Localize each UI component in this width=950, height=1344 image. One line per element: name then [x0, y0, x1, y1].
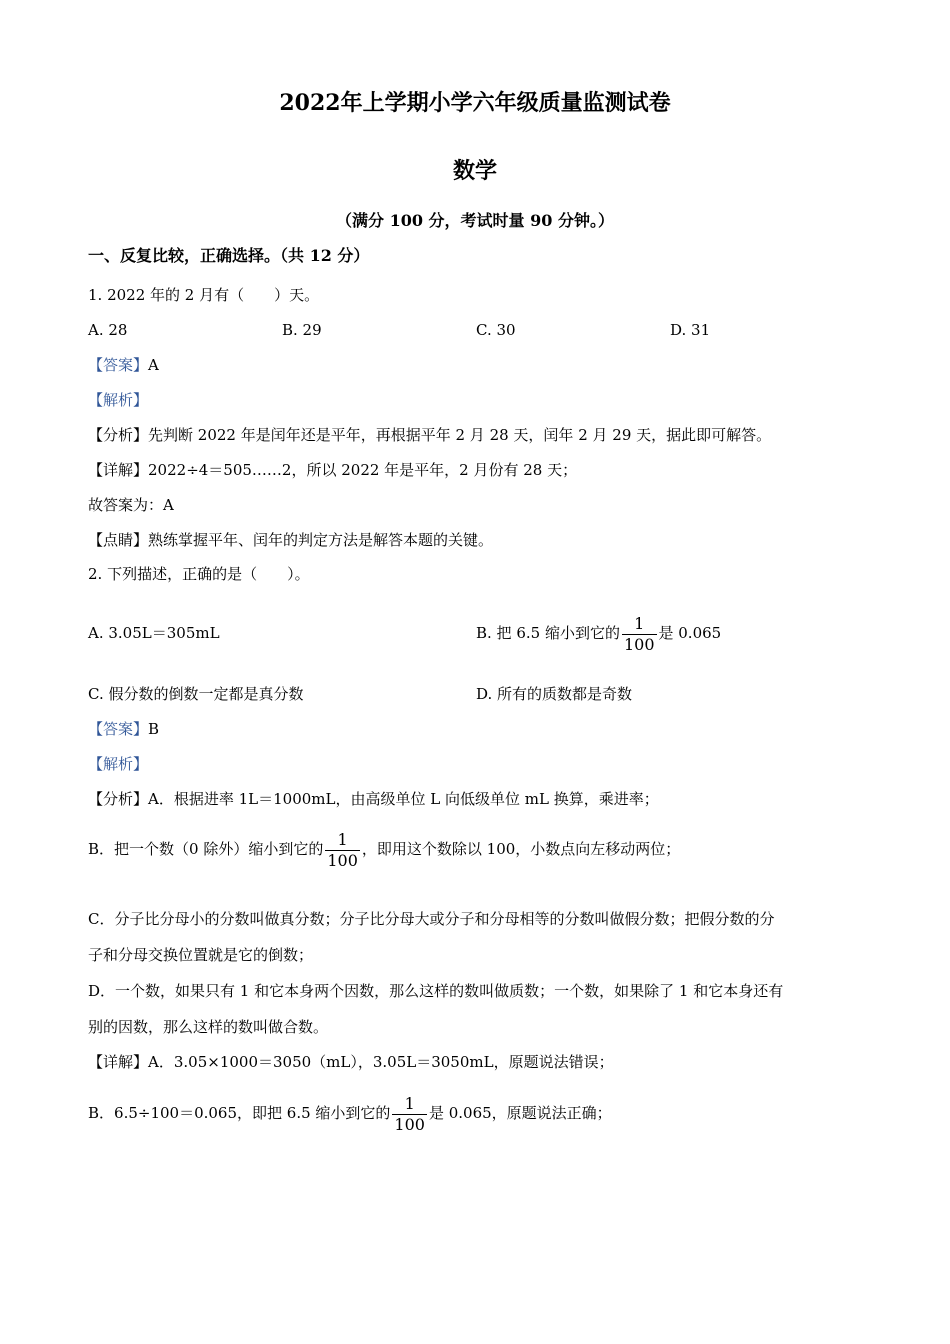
- q2-xiangjie-b: [88, 1084, 612, 1142]
- q2-option-c: C. 假分数的倒数一定都是真分数: [88, 685, 304, 703]
- question-1-stem: 1. 2022 年的 2 月有（ ）天。: [88, 286, 320, 304]
- q2-fenxi-d-line1: D．一个数，如果只有 1 和它本身两个因数，那么这样的数叫做质数；一个数，如果除了 1 和它本身还有: [88, 982, 784, 1000]
- xiangjie-text: 2022÷4＝505……2，所以 2022 年是平年，2 月份有 28 天；: [148, 461, 578, 479]
- q2-xiangjie-a: [88, 1052, 614, 1072]
- q2-answer: [88, 719, 159, 739]
- dianjing-text: 熟练掌握平年、闰年的判定方法是解答本题的关键。: [148, 531, 494, 549]
- fraction-one-hundredth: [392, 1094, 427, 1135]
- question-2-stem: 2. 下列描述，正确的是（ ）。: [88, 565, 310, 583]
- answer-value: B: [148, 720, 160, 738]
- xiangjie-tag: 【详解】: [88, 461, 149, 479]
- fenxi-a-text: A．根据进率 1L＝1000mL，由高级单位 L 向低级单位 mL 换算，乘进率；: [148, 790, 659, 808]
- q2-option-b-pre: B. 把 6.5 缩小到它的: [476, 624, 620, 642]
- xiangjie-b-post: 是 0.065，原题说法正确；: [428, 1104, 612, 1122]
- q2-option-b: [476, 604, 721, 662]
- xiangjie-a-text: A．3.05×1000＝3050（mL），3.05L＝3050mL，原题说法错误；: [148, 1053, 614, 1071]
- fenxi-tag: 【分析】: [88, 426, 149, 444]
- q2-fenxi-c-line2: 子和分母交换位置就是它的倒数；: [88, 946, 314, 964]
- q1-dianjing: [88, 530, 493, 550]
- q1-option-c: C. 30: [476, 321, 516, 339]
- q2-fenxi-d-line2: 别的因数，那么这样的数叫做合数。: [88, 1018, 329, 1036]
- q2-fenxi-c-line1: C．分子比分母小的分数叫做真分数；分子比分母大或分子和分母相等的分数叫做假分数；把假分数的分: [88, 910, 775, 928]
- fenxi-text: 先判断 2022 年是闰年还是平年，再根据平年 2 月 28 天，闰年 2 月 29 天，据此即可解答。: [148, 426, 772, 444]
- q2-fenxi-b: [88, 820, 680, 878]
- xiangjie-b-pre: B．6.5÷100＝0.065，即把 6.5 缩小到它的: [88, 1104, 391, 1122]
- section-heading: 一、反复比较，正确选择。（共 12 分）: [88, 246, 370, 265]
- answer-tag: 【答案】: [88, 356, 149, 374]
- fenxi-b-pre: B．把一个数（0 除外）缩小到它的: [88, 840, 324, 858]
- q1-xiangjie: [88, 460, 577, 480]
- fraction-one-hundredth: [325, 830, 360, 871]
- q2-option-a: A. 3.05L＝305mL: [88, 624, 220, 642]
- exam-title: 2022年上学期小学六年级质量监测试卷: [279, 90, 671, 116]
- fraction-one-hundredth: [622, 614, 657, 655]
- dianjing-tag: 【点睛】: [88, 531, 149, 549]
- q1-fenxi: [88, 425, 771, 445]
- q1-option-d: D. 31: [670, 321, 711, 339]
- q2-analysis-tag: 【解析】: [88, 755, 149, 773]
- fenxi-tag: 【分析】: [88, 790, 149, 808]
- q1-answer: [88, 355, 159, 375]
- q1-option-a: A. 28: [88, 321, 128, 339]
- fraction-numerator: 1: [392, 1094, 427, 1115]
- fraction-numerator: 1: [325, 830, 360, 851]
- q2-option-b-post: 是 0.065: [658, 624, 722, 642]
- answer-value: A: [148, 356, 159, 374]
- fraction-denominator: 100: [623, 634, 655, 654]
- q1-analysis-tag: 【解析】: [88, 391, 149, 409]
- fraction-denominator: 100: [327, 850, 358, 870]
- fenxi-b-post: ，即用这个数除以 100，小数点向左移动两位；: [361, 840, 681, 858]
- fraction-denominator: 100: [394, 1114, 425, 1134]
- exam-note: （满分 100 分，考试时量 90 分钟。）: [336, 211, 614, 230]
- xiangjie-tag: 【详解】: [88, 1053, 149, 1071]
- subject-title: 数学: [452, 158, 497, 184]
- fraction-numerator: 1: [622, 614, 657, 635]
- q1-conclusion: 故答案为：A: [88, 496, 174, 514]
- q1-option-b: B. 29: [282, 321, 322, 339]
- q2-option-d: D. 所有的质数都是奇数: [476, 685, 633, 703]
- q2-fenxi-a: [88, 789, 659, 809]
- answer-tag: 【答案】: [88, 720, 149, 738]
